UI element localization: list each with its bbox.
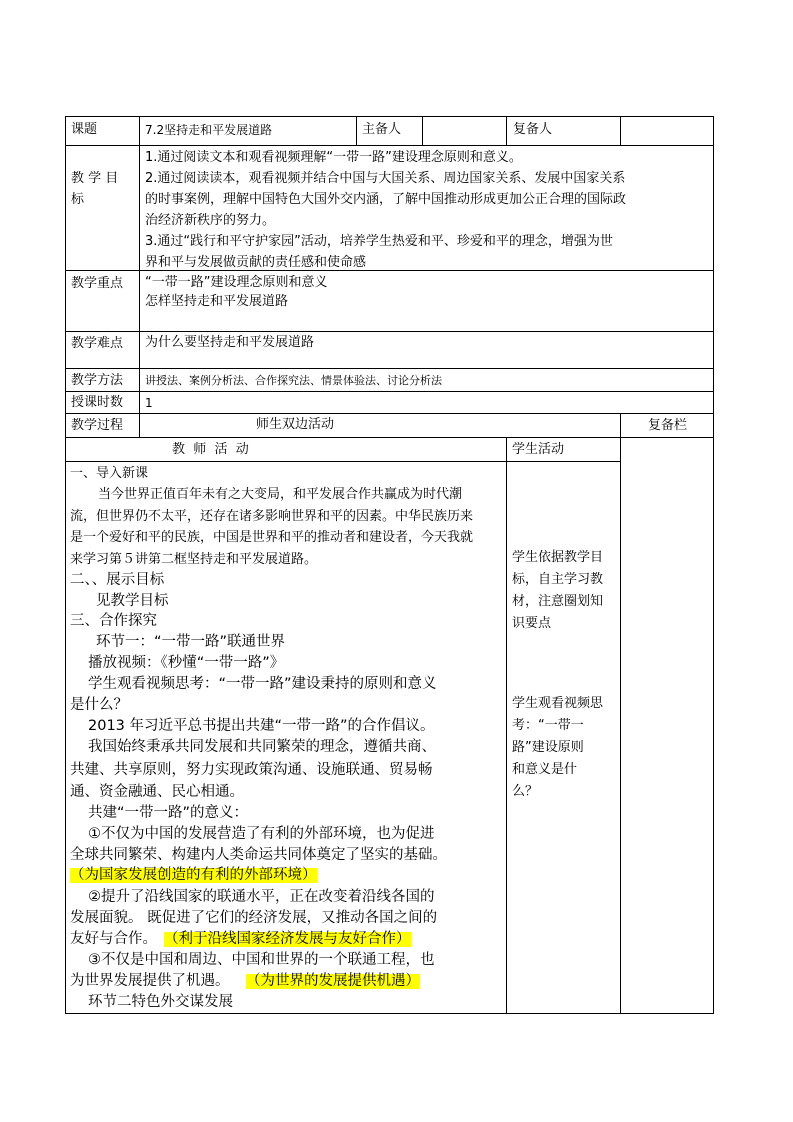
methods-label: 教学方法: [71, 373, 124, 388]
lead-preparer-label: 主备人: [362, 122, 402, 137]
grid-line: [713, 116, 714, 1014]
student-line: 考：“一带一: [512, 718, 584, 733]
topic-value: 7.2坚持走和平发展道路: [145, 123, 273, 137]
highlighted-conclusion: （为国家发展创造的有利的外部环境）: [70, 867, 317, 883]
teacher-line: ③不仅是中国和周边、中国和世界的一个联通工程，也: [88, 952, 435, 968]
grid-line: [506, 437, 507, 1014]
grid-line: [65, 413, 714, 414]
teacher-line: 全球共同繁荣、构建内人类命运共同体奠定了坚实的基础。: [70, 847, 447, 863]
teacher-line: 学生观看视频思考：“一带一路”建设秉持的原则和意义: [88, 676, 437, 692]
teacher-line: 二、、展示目标: [70, 572, 165, 588]
objective-line: 1.通过阅读文本和观看视频理解“一带一路”建设理念原则和意义。: [145, 150, 522, 165]
grid-line: [139, 116, 140, 437]
grid-line: [356, 116, 357, 146]
teacher-line: 当今世界正值百年未有之大变局，和平发展合作共赢成为时代潮: [98, 487, 463, 502]
key-point-line: “一带一路”建设理念原则和意义: [145, 275, 328, 290]
highlighted-conclusion: （为世界的发展提供机遇）: [246, 973, 420, 989]
teacher-line: 共建、共享原则，努力实现政策沟通、设施联通、贸易畅: [70, 762, 433, 778]
student-line: 学生依据教学目: [512, 550, 604, 565]
teacher-line: 发展面貌。 既促进了它们的经济发展，又推动各国之间的: [70, 910, 438, 926]
grid-line: [65, 145, 714, 146]
activity-header: 师生双边活动: [256, 417, 335, 432]
student-line: 学生观看视频思: [512, 696, 604, 711]
student-line: 和意义是什: [512, 762, 578, 777]
methods-value: 讲授法、案例分析法、合作探究法、情景体验法、讨论分析法: [145, 374, 442, 387]
hours-label: 授课时数: [71, 395, 124, 410]
grid-line: [620, 116, 621, 146]
grid-line: [422, 116, 423, 146]
grid-line: [65, 437, 714, 438]
teacher-line: 是什么？: [70, 697, 128, 713]
process-label: 教学过程: [71, 418, 124, 433]
teacher-line: ①不仅为中国的发展营造了有利的外部环境，也为促进: [88, 826, 435, 842]
grid-line: [506, 116, 507, 146]
teacher-line: 我国始终秉承共同发展和共同繁荣的理念，遵循共商、: [88, 739, 436, 755]
teacher-line: 共建“一带一路”的意义：: [88, 805, 249, 821]
key-point-line: 怎样坚持走和平发展道路: [145, 294, 289, 309]
grid-line: [65, 461, 621, 462]
objectives-label-line: 标: [71, 192, 85, 207]
objective-line: 治经济新秩序的努力。: [145, 213, 276, 228]
grid-line: [65, 116, 714, 117]
objective-line: 的时事案例，理解中国特色大国外交内涵，了解中国推动形成更加公正合理的国际政: [145, 192, 627, 207]
objective-line: 2.通过阅读读本，观看视频并结合中国与大国关系、周边国家关系、发展中国家关系: [145, 171, 626, 186]
objectives-label-line: 教 学 目: [71, 171, 119, 186]
grid-line: [65, 391, 714, 392]
student-line: 路”建设原则: [512, 740, 584, 755]
objective-line: 界和平与发展做贡献的责任感和使命感: [145, 255, 367, 270]
grid-line: [620, 413, 621, 1014]
teacher-line: 环节二特色外交谋发展: [88, 994, 233, 1010]
teacher-line: 播放视频：《秒懂“一带一路”》: [88, 655, 285, 671]
key-points-label: 教学重点: [71, 276, 124, 291]
topic-label: 课题: [71, 122, 98, 137]
hours-value: 1: [145, 396, 153, 410]
student-line: 么？: [512, 784, 539, 799]
grid-line: [65, 270, 714, 271]
teacher-line: 通、资金融通、民心相通。: [70, 784, 244, 800]
grid-line: [65, 331, 714, 332]
teacher-line: 见教学目标: [96, 593, 169, 609]
difficulty-value: 为什么要坚持走和平发展道路: [145, 335, 315, 350]
teacher-line: 是一个爱好和平的民族，中国是世界和平的推动者和建设者，今天我就: [70, 530, 474, 545]
teacher-line: 友好与合作。: [70, 931, 157, 947]
difficulty-label: 教学难点: [71, 336, 124, 351]
teacher-line: 来学习第５讲第二框坚持走和平发展道路。: [70, 552, 318, 567]
highlighted-conclusion: （利于沿线国家经济发展与友好合作）: [164, 931, 411, 947]
teacher-line: ②提升了沿线国家的联通水平，正在改变着沿线各国的: [88, 889, 435, 905]
teacher-line: 2013 年习近平总书提出共建“一带一路”的合作倡议。: [88, 718, 435, 734]
student-activity-header: 学生活动: [512, 442, 565, 457]
teacher-line: 流，但世界仍不太平，还存在诸多影响世界和平的因素。中华民族历来: [70, 509, 474, 524]
teacher-line: 环节一：“一带一路”联通世界: [96, 634, 286, 650]
student-line: 识要点: [512, 616, 552, 631]
grid-line: [65, 368, 714, 369]
teacher-activity-header: 教 师 活 动: [172, 442, 249, 457]
grid-line: [65, 116, 66, 1014]
co-preparer-label: 复备人: [513, 122, 553, 137]
teacher-line: 三、合作探究: [70, 613, 157, 629]
teacher-line: 为世界发展提供了机遇。: [70, 973, 230, 989]
objective-line: 3.通过“践行和平守护家园”活动，培养学生热爱和平、珍爱和平的理念，增强为世: [145, 234, 613, 249]
grid-line: [65, 1013, 714, 1014]
review-column-header: 复备栏: [648, 418, 688, 433]
student-line: 标，自主学习教: [512, 572, 604, 587]
student-line: 材，注意圈划知: [512, 594, 604, 609]
teacher-line: 一、导入新课: [70, 466, 149, 481]
